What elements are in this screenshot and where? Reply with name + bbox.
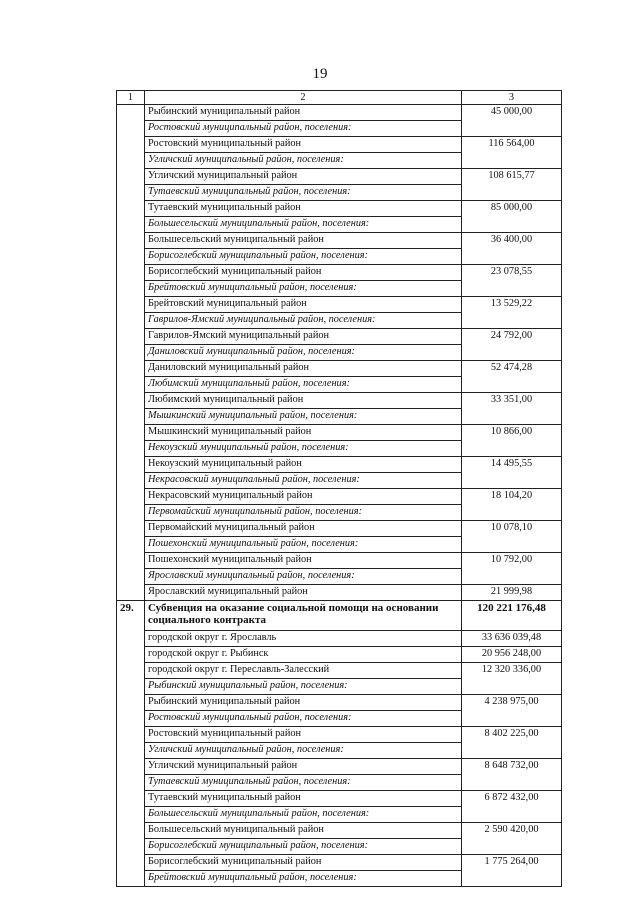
row-number-cell	[117, 505, 145, 521]
row-number-cell	[117, 361, 145, 377]
row-number-cell	[117, 281, 145, 297]
table-row	[117, 137, 562, 153]
row-name-cell: Угличский муниципальный район, поселения:	[145, 743, 462, 759]
row-number-cell	[117, 727, 145, 743]
group-heading-row	[117, 409, 562, 425]
row-name-cell: Гаврилов-Ямский муниципальный район, поселения:	[145, 313, 462, 329]
row-value-cell	[462, 217, 562, 233]
row-value-cell	[462, 249, 562, 265]
row-value-cell	[462, 121, 562, 137]
table-body	[117, 91, 562, 887]
row-name-cell: Некоузский муниципальный район	[145, 457, 462, 473]
row-number-cell	[117, 393, 145, 409]
row-name-cell: Пошехонский муниципальный район	[145, 553, 462, 569]
table-row	[117, 823, 562, 839]
page-number: 19	[312, 66, 328, 82]
row-value-cell: 18 104,20	[462, 489, 562, 505]
row-value-cell	[462, 679, 562, 695]
row-value-cell: 8 648 732,00	[462, 759, 562, 775]
table-row	[117, 297, 562, 313]
row-name-cell: Большесельский муниципальный район	[145, 823, 462, 839]
row-number-cell	[117, 553, 145, 569]
row-number-cell	[117, 631, 145, 647]
row-number-cell	[117, 457, 145, 473]
row-name-cell: Брейтовский муниципальный район, поселения:	[145, 871, 462, 887]
row-name-cell: Большесельский муниципальный район, поселения:	[145, 217, 462, 233]
row-name-cell: Некрасовский муниципальный район, поселения:	[145, 473, 462, 489]
row-value-cell: 52 474,28	[462, 361, 562, 377]
table-row	[117, 425, 562, 441]
header-col-2: 2	[145, 91, 462, 105]
table-row	[117, 201, 562, 217]
row-value-cell	[462, 711, 562, 727]
group-heading-row	[117, 569, 562, 585]
row-name-cell: Гаврилов-Ямский муниципальный район	[145, 329, 462, 345]
group-heading-row	[117, 153, 562, 169]
row-name-cell: городской округ г. Переславль-Залесский	[145, 663, 462, 679]
row-value-cell	[462, 807, 562, 823]
row-number-cell	[117, 153, 145, 169]
row-number-cell	[117, 297, 145, 313]
table-row	[117, 329, 562, 345]
row-name-cell: Ростовский муниципальный район, поселения:	[145, 121, 462, 137]
row-number-cell	[117, 441, 145, 457]
row-name-cell: Мышкинский муниципальный район	[145, 425, 462, 441]
table-row	[117, 695, 562, 711]
row-name-cell: Субвенция на оказание социальной помощи на основании социального контракта	[145, 601, 462, 631]
row-value-cell: 23 078,55	[462, 265, 562, 281]
group-heading-row	[117, 743, 562, 759]
row-name-cell: Рыбинский муниципальный район, поселения:	[145, 679, 462, 695]
row-number-cell	[117, 185, 145, 201]
row-name-cell: Тутаевский муниципальный район, поселения:	[145, 185, 462, 201]
header-col-3: 3	[462, 91, 562, 105]
row-number-cell	[117, 409, 145, 425]
group-heading-row	[117, 377, 562, 393]
row-number-cell	[117, 425, 145, 441]
row-number-cell	[117, 521, 145, 537]
row-name-cell: Первомайский муниципальный район, поселения:	[145, 505, 462, 521]
row-name-cell: Любимский муниципальный район	[145, 393, 462, 409]
row-value-cell	[462, 839, 562, 855]
row-name-cell: Даниловский муниципальный район	[145, 361, 462, 377]
row-number-cell	[117, 871, 145, 887]
group-heading-row	[117, 839, 562, 855]
row-number-cell	[117, 169, 145, 185]
group-heading-row	[117, 711, 562, 727]
header-col-1: 1	[117, 91, 145, 105]
row-value-cell: 10 078,10	[462, 521, 562, 537]
row-value-cell	[462, 505, 562, 521]
table-row	[117, 585, 562, 601]
row-number-cell	[117, 249, 145, 265]
row-value-cell: 8 402 225,00	[462, 727, 562, 743]
row-number-cell	[117, 679, 145, 695]
row-number-cell	[117, 201, 145, 217]
table-row	[117, 489, 562, 505]
row-value-cell	[462, 185, 562, 201]
row-number-cell	[117, 775, 145, 791]
row-value-cell	[462, 569, 562, 585]
group-heading-row	[117, 217, 562, 233]
table-row	[117, 105, 562, 121]
row-number-cell	[117, 217, 145, 233]
row-value-cell	[462, 345, 562, 361]
row-number-cell	[117, 823, 145, 839]
row-value-cell: 20 956 248,00	[462, 647, 562, 663]
row-value-cell	[462, 775, 562, 791]
group-heading-row	[117, 775, 562, 791]
row-value-cell: 10 792,00	[462, 553, 562, 569]
row-name-cell: Борисоглебский муниципальный район, поселения:	[145, 839, 462, 855]
group-heading-row	[117, 185, 562, 201]
row-name-cell: Рыбинский муниципальный район	[145, 105, 462, 121]
group-heading-row	[117, 473, 562, 489]
row-value-cell: 12 320 336,00	[462, 663, 562, 679]
row-number-cell	[117, 489, 145, 505]
row-name-cell: Угличский муниципальный район	[145, 169, 462, 185]
table-header-row	[117, 91, 562, 105]
row-name-cell: Большесельский муниципальный район, поселения:	[145, 807, 462, 823]
row-value-cell: 120 221 176,48	[462, 601, 562, 631]
table-row	[117, 647, 562, 663]
group-heading-row	[117, 679, 562, 695]
table-row	[117, 663, 562, 679]
row-value-cell	[462, 409, 562, 425]
group-heading-row	[117, 807, 562, 823]
row-number-cell	[117, 313, 145, 329]
row-name-cell: городской округ г. Рыбинск	[145, 647, 462, 663]
row-value-cell: 85 000,00	[462, 201, 562, 217]
row-number-cell	[117, 759, 145, 775]
row-name-cell: Мышкинский муниципальный район, поселения:	[145, 409, 462, 425]
subvention-table	[116, 90, 562, 887]
row-value-cell: 4 238 975,00	[462, 695, 562, 711]
row-number-cell	[117, 695, 145, 711]
table-row	[117, 855, 562, 871]
row-value-cell	[462, 153, 562, 169]
row-value-cell: 13 529,22	[462, 297, 562, 313]
row-number-cell	[117, 743, 145, 759]
row-value-cell: 116 564,00	[462, 137, 562, 153]
row-name-cell: Даниловский муниципальный район, поселения:	[145, 345, 462, 361]
row-name-cell: Ростовский муниципальный район, поселения:	[145, 711, 462, 727]
row-value-cell: 33 351,00	[462, 393, 562, 409]
table-row	[117, 361, 562, 377]
row-number-cell	[117, 265, 145, 281]
row-number-cell	[117, 329, 145, 345]
row-name-cell: Пошехонский муниципальный район, поселения:	[145, 537, 462, 553]
row-value-cell: 33 636 039,48	[462, 631, 562, 647]
row-name-cell: Борисоглебский муниципальный район	[145, 265, 462, 281]
row-name-cell: Угличский муниципальный район	[145, 759, 462, 775]
row-name-cell: Некрасовский муниципальный район	[145, 489, 462, 505]
row-name-cell: Ростовский муниципальный район	[145, 137, 462, 153]
row-value-cell	[462, 743, 562, 759]
row-value-cell: 45 000,00	[462, 105, 562, 121]
table-row	[117, 727, 562, 743]
section-row	[117, 601, 562, 631]
row-name-cell: Борисоглебский муниципальный район	[145, 855, 462, 871]
row-number-cell	[117, 233, 145, 249]
row-value-cell	[462, 473, 562, 489]
row-name-cell: Брейтовский муниципальный район	[145, 297, 462, 313]
row-name-cell: городской округ г. Ярославль	[145, 631, 462, 647]
row-name-cell: Некоузский муниципальный район, поселения:	[145, 441, 462, 457]
row-name-cell: Любимский муниципальный район, поселения:	[145, 377, 462, 393]
row-number-cell	[117, 807, 145, 823]
row-number-cell	[117, 569, 145, 585]
row-value-cell: 14 495,55	[462, 457, 562, 473]
row-name-cell: Угличский муниципальный район, поселения:	[145, 153, 462, 169]
row-value-cell: 108 615,77	[462, 169, 562, 185]
row-number-cell	[117, 791, 145, 807]
row-value-cell	[462, 537, 562, 553]
row-value-cell: 2 590 420,00	[462, 823, 562, 839]
row-value-cell: 1 775 264,00	[462, 855, 562, 871]
row-value-cell	[462, 281, 562, 297]
row-value-cell	[462, 313, 562, 329]
table-row	[117, 233, 562, 249]
row-name-cell: Ярославский муниципальный район, поселения:	[145, 569, 462, 585]
row-number-cell	[117, 711, 145, 727]
table-row	[117, 457, 562, 473]
row-number-cell	[117, 137, 145, 153]
row-name-cell: Первомайский муниципальный район	[145, 521, 462, 537]
row-number-cell	[117, 377, 145, 393]
table-row	[117, 265, 562, 281]
row-number-cell	[117, 473, 145, 489]
row-number-cell	[117, 121, 145, 137]
group-heading-row	[117, 441, 562, 457]
row-number-cell	[117, 585, 145, 601]
table-row	[117, 791, 562, 807]
group-heading-row	[117, 871, 562, 887]
row-value-cell: 21 999,98	[462, 585, 562, 601]
group-heading-row	[117, 505, 562, 521]
group-heading-row	[117, 281, 562, 297]
row-name-cell: Тутаевский муниципальный район, поселения:	[145, 775, 462, 791]
row-value-cell	[462, 377, 562, 393]
group-heading-row	[117, 313, 562, 329]
row-number-cell	[117, 855, 145, 871]
row-name-cell: Тутаевский муниципальный район	[145, 791, 462, 807]
table-row	[117, 169, 562, 185]
row-number-cell	[117, 839, 145, 855]
row-number-cell	[117, 537, 145, 553]
row-name-cell: Ростовский муниципальный район	[145, 727, 462, 743]
group-heading-row	[117, 537, 562, 553]
row-value-cell	[462, 871, 562, 887]
row-name-cell: Тутаевский муниципальный район	[145, 201, 462, 217]
group-heading-row	[117, 249, 562, 265]
row-number-cell: 29.	[117, 601, 145, 631]
row-name-cell: Рыбинский муниципальный район	[145, 695, 462, 711]
table-row	[117, 631, 562, 647]
row-name-cell: Большесельский муниципальный район	[145, 233, 462, 249]
row-number-cell	[117, 345, 145, 361]
row-name-cell: Брейтовский муниципальный район, поселения:	[145, 281, 462, 297]
row-name-cell: Ярославский муниципальный район	[145, 585, 462, 601]
group-heading-row	[117, 345, 562, 361]
row-value-cell: 24 792,00	[462, 329, 562, 345]
row-value-cell: 36 400,00	[462, 233, 562, 249]
table-row	[117, 553, 562, 569]
row-number-cell	[117, 663, 145, 679]
table-row	[117, 521, 562, 537]
row-name-cell: Борисоглебский муниципальный район, поселения:	[145, 249, 462, 265]
table-row	[117, 393, 562, 409]
row-value-cell	[462, 441, 562, 457]
row-value-cell: 6 872 432,00	[462, 791, 562, 807]
group-heading-row	[117, 121, 562, 137]
row-value-cell: 10 866,00	[462, 425, 562, 441]
table-row	[117, 759, 562, 775]
row-number-cell	[117, 105, 145, 121]
row-number-cell	[117, 647, 145, 663]
